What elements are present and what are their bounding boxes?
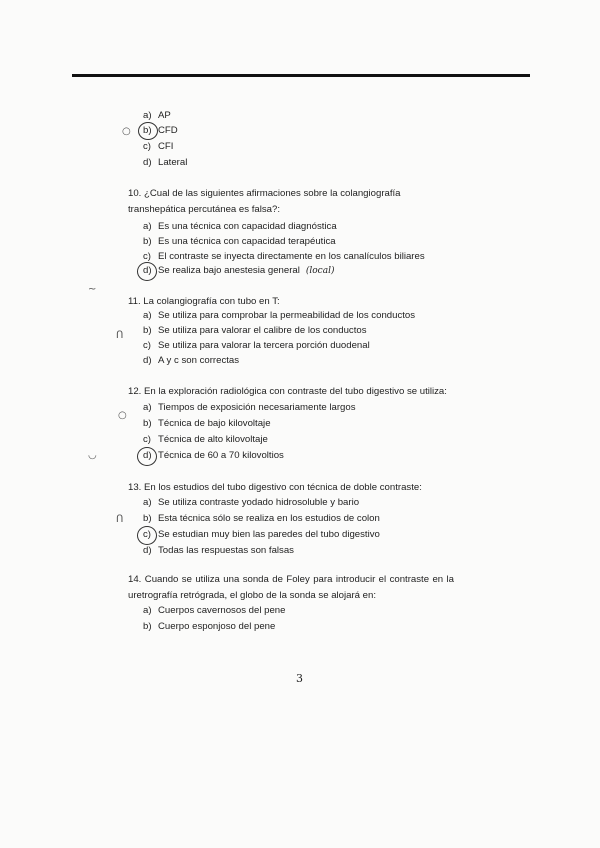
q14-option-a: a) Cuerpos cavernosos del pene xyxy=(143,605,286,616)
question-14: 14. Cuando se utiliza una sonda de Foley para introducir el contraste en la uretrografía retrógrada, el globo de la sonda se alojará en: xyxy=(128,574,454,601)
answer-circle-q9 xyxy=(138,122,158,140)
answer-circle-q13 xyxy=(137,526,157,545)
q11-option-d: d) A y c son correctas xyxy=(143,355,240,366)
q13-option-a: a) Se utiliza contraste yodado hidrosoluble y bario xyxy=(143,497,360,508)
q12-option-b: b) Técnica de bajo kilovoltaje xyxy=(143,418,271,429)
question-12: 12. En la exploración radiológica con contraste del tubo digestivo se utiliza: xyxy=(128,386,447,397)
q12-option-a: a) Tiempos de exposición necesariamente largos xyxy=(143,402,356,413)
q12-option-c: c) Técnica de alto kilovoltaje xyxy=(143,434,268,445)
pencil-mark: ᑎ xyxy=(116,514,124,525)
q9-option-d: d) Lateral xyxy=(143,157,188,168)
handwritten-note: (local) xyxy=(305,266,335,276)
q10-option-d: d) Se realiza bajo anestesia general (local) xyxy=(143,265,335,276)
page-number: 3 xyxy=(296,672,303,685)
q10-option-a: a) Es una técnica con capacidad diagnóstica xyxy=(143,221,337,232)
pencil-mark: ○ xyxy=(122,126,131,137)
q9-option-a: a) AP xyxy=(143,110,171,121)
question-10: 10. ¿Cual de las siguientes afirmaciones sobre la colangiografía transhepática percutánea es falsa?: xyxy=(128,188,401,215)
q13-option-d: d) Todas las respuestas son falsas xyxy=(143,545,294,556)
q9-option-c: c) CFI xyxy=(143,141,174,152)
answer-circle-q12 xyxy=(137,447,157,466)
q10-option-b: b) Es una técnica con capacidad terapéutica xyxy=(143,236,336,247)
q13-option-c: c) Se estudian muy bien las paredes del tubo digestivo xyxy=(143,529,380,540)
pencil-mark: ◡ xyxy=(88,450,97,461)
q14-option-b: b) Cuerpo esponjoso del pene xyxy=(143,621,276,632)
question-11: 11. La colangiografía con tubo en T: xyxy=(128,296,280,307)
q11-option-c: c) Se utiliza para valorar la tercera porción duodenal xyxy=(143,340,370,351)
pencil-mark: ~ xyxy=(88,284,97,295)
pencil-mark: ○ xyxy=(118,410,127,421)
q9-option-b: b) CFD xyxy=(143,125,178,136)
header-rule xyxy=(72,74,530,77)
q11-option-b: b) Se utiliza para valorar el calibre de los conductos xyxy=(143,325,367,336)
q11-option-a: a) Se utiliza para comprobar la permeabilidad de los conductos xyxy=(143,310,416,321)
pencil-mark: ᑎ xyxy=(116,330,124,341)
q13-option-b: b) Esta técnica sólo se realiza en los estudios de colon xyxy=(143,513,380,524)
q10-option-c: c) El contraste se inyecta directamente en los canalículos biliares xyxy=(143,251,425,262)
question-13: 13. En los estudios del tubo digestivo con técnica de doble contraste: xyxy=(128,482,422,493)
answer-circle-q10 xyxy=(137,262,157,281)
q12-option-d: d) Técnica de 60 a 70 kilovoltios xyxy=(143,450,284,461)
